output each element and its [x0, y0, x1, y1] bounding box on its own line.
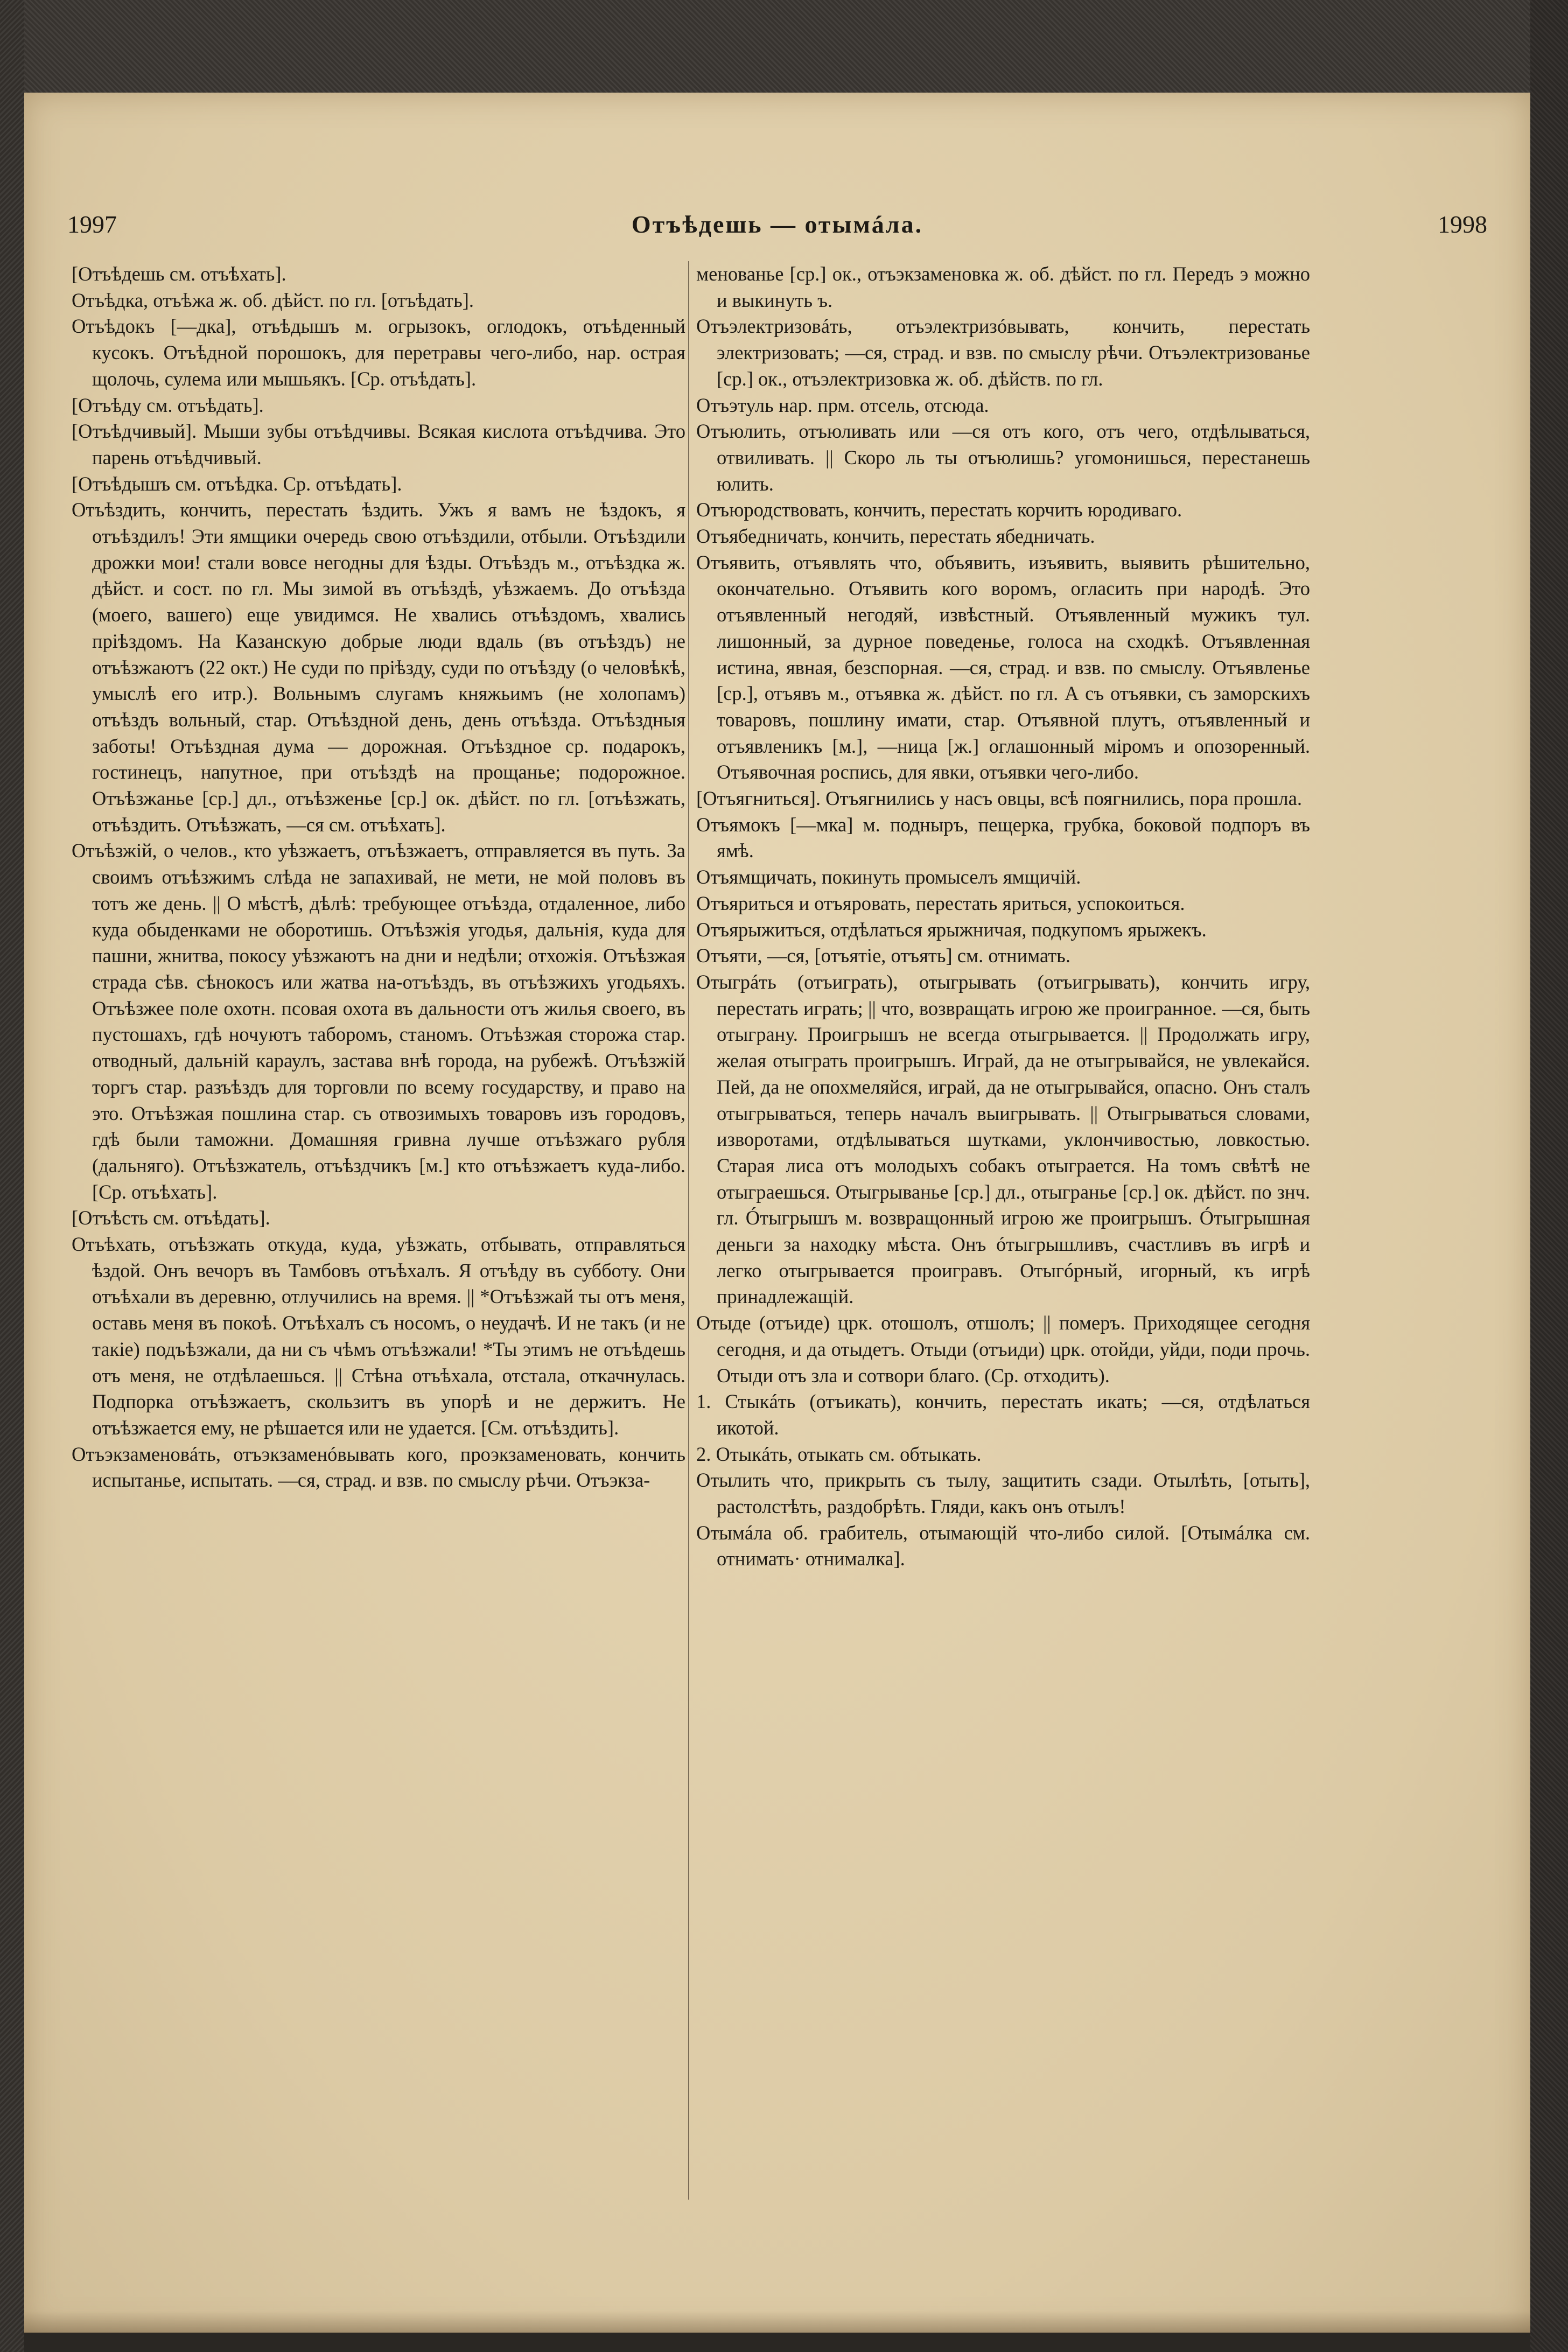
dictionary-entry: Отъюродствовать, кончить, перестать корчить юродиваго. [696, 499, 1182, 521]
book-binding-top [0, 0, 1568, 94]
dictionary-entry: Отъяриться и отъяровать, перестать яриться, успокоиться. [696, 892, 1185, 914]
dictionary-entry: Отъяти, —ся, [отъятіе, отъять] см. отнимать. [696, 944, 1070, 967]
dictionary-entry: Отымáла об. грабитель, отымающій что-либо силой. [Отымáлка см. отнимать· отнималка]. [696, 1521, 1310, 1570]
dictionary-entry: Отъѣдка, отъѣжа ж. об. дѣйст. по гл. [отъѣдать]. [72, 289, 474, 311]
right-column [696, 261, 1310, 1572]
dictionary-entry: 1. Стыкáть (отъикать), кончить, перестать икать; —ся, отдѣлаться икотой. [696, 1390, 1310, 1439]
dictionary-entry: Отылить что, прикрыть съ тылу, защитить сзади. Отылѣть, [отыть], растолстѣть, раздобрѣть. Гляди, какъ онъ отылъ! [696, 1469, 1310, 1518]
page-number-left: 1997 [67, 211, 117, 238]
dictionary-entry: Отыгрáть (отъиграть), отыгрывать (отъигрывать), кончить игру, перестать играть; || что, возвращать игрою же проигранное. —ся, быть отыграну. Проигрышъ не всегда отыгрывается. || Продолжать игру, желая отыграть проигрышъ. Играй, да не отыгрывайся, не увлекайся. Пей, да не опохмеляйся, играй, да не отыгрывайся, опасно. Онъ сталъ отыгрываться, теперь началъ выигрывать. || Отыгрываться словами, изворотами, отдѣлываться шутками, уклончивостью, ловкостью. Старая лиса отъ молодыхъ собакъ отыграется. На томъ свѣтѣ не отыграешься. Отыгрыванье [ср.] дл., отыгранье [ср.] ок. дѣйст. по знч. гл. Óтыгрышъ м. возвращонный игрою же проигрышъ. Óтыгрышная деньги за находку мѣста. Онъ óтыгрышливъ, счастливъ въ игрѣ и легко отыгрывается проигравъ. Отыгóрный, игорный, къ игрѣ принадлежащій. [696, 970, 1310, 1308]
dictionary-entry: [Отъѣсть см. отъѣдать]. [72, 1207, 270, 1229]
running-title: Отъѣдешь — отымáла. [631, 211, 923, 238]
dictionary-entry: Отъѣздить, кончить, перестать ѣздить. Ужъ я вамъ не ѣздокъ, я отъѣздилъ! Эти ямщики очередь свою отъѣздили, отбыли. Отъѣздили дрожки мои! стали вовсе негодны для ѣзды. Отъѣздъ м., отъѣздка ж. дѣйст. и сост. по гл. Мы зимой въ отъѣздѣ, уѣзжаемъ. До отъѣзда (моего, вашего) еще увидимся. Не хвались отъѣздомъ, хвались пріѣздомъ. На Казанскую добрые люди вдаль (въ отъѣздъ) не отъѣзжаютъ (22 окт.) Не суди по пріѣзду, суди по отъѣзду (о человѣкѣ, умыслѣ его итр.). Вольнымъ слугамъ княжьимъ (не холопамъ) отъѣздъ вольный, стар. Отъѣздной день, день отъѣзда. Отъѣздныя заботы! Отъѣздная дума — дорожная. Отъѣздное ср. подарокъ, гостинецъ, напутное, при отъѣздѣ на прощанье; подорожное. Отъѣзжанье [ср.] дл., отъѣзженье [ср.] ок. дѣйст. по гл. [отъѣзжать, отъѣздить. Отъѣзжать, —ся см. отъѣхать]. [72, 499, 685, 836]
dictionary-entry: Отъюлить, отъюливать или —ся отъ кого, отъ чего, отдѣлываться, отвиливать. || Скоро ль ты отъюлишь? угомонишься, перестанешь юлить. [696, 420, 1310, 495]
dictionary-entry: Отъэкзаменовáть, отъэкзаменóвывать кого, проэкзаменовать, кончить испытанье, испытать. —ся, страд. и взв. по смыслу рѣчи. Отъэкза- [72, 1443, 685, 1492]
dictionary-entry: Отъявить, отъявлять что, объявить, изъявить, выявить рѣшительно, окончательно. Отъявить кого воромъ, огласить при народѣ. Это отъявленный негодяй, извѣстный. Отъявленный мужикъ тул. лишонный, за дурное поведенье, голоса на сходкѣ. Отъявленная истина, явная, безспорная. —ся, страд. и взв. по смыслу. Отъявленье [ср.], отъявъ м., отъявка ж. дѣйст. по гл. А съ отъявки, съ заморскихъ товаровъ, пошлину имати, стар. Отъявной плутъ, отъявленный и отъявленикъ [м.], —ница [ж.] оглашонный міромъ и опозоренный. Отъявочная роспись, для явки, отъявки чего-либо. [696, 551, 1310, 783]
page-header [67, 210, 1487, 248]
dictionary-entry: Отъэлектризовáть, отъэлектризóвывать, кончить, перестать электризовать; —ся, страд. и взв. по смыслу рѣчи. Отъэлектризованье [ср.] ок., отъэлектризовка ж. об. дѣйств. по гл. [696, 315, 1310, 390]
left-column [72, 261, 685, 1494]
dictionary-entry: [Отъѣдешь см. отъѣхать]. [72, 263, 286, 285]
dictionary-entry: Отъямокъ [—мка] м. подныръ, пещерка, грубка, боковой подпоръ въ ямѣ. [696, 813, 1310, 862]
page-edge-shadow [24, 2311, 1530, 2333]
dictionary-entry: [Отъѣдышъ см. отъѣдка. Ср. отъѣдать]. [72, 472, 402, 495]
dictionary-page [24, 93, 1530, 2333]
dictionary-entry: [Отъѣдчивый]. Мыши зубы отъѣдчивы. Всякая кислота отъѣдчива. Это парень отъѣдчивый. [72, 420, 685, 468]
dictionary-entry: Отыде (отъиде) црк. отошолъ, отшолъ; || померъ. Приходящее сегодня сегодня, и да отыдетъ. Отыди (отъиди) црк. отойди, уйди, поди прочь. Отыди отъ зла и сотвори благо. (Ср. отходить). [696, 1312, 1310, 1387]
dictionary-entry: Отъѣхать, отъѣзжать откуда, куда, уѣзжать, отбывать, отправляться ѣздой. Онъ вечоръ въ Тамбовъ отъѣхалъ. Я отъѣду въ субботу. Они отъѣхали въ деревню, отлучились на время. || *Отъѣзжай ты отъ меня, оставь меня въ покоѣ. Отъѣхалъ съ носомъ, о неудачѣ. И не такъ (и не такіе) подъѣзжали, да ни съ чѣмъ отъѣзжали! *Ты этимъ не отъѣдешь отъ меня, не отдѣлаешься. || Стѣна отъѣхала, отстала, откачнулась. Подпорка отъѣзжаетъ, скользитъ въ упорѣ и не держитъ. Не отъѣзжается ему, не рѣшается или не удается. [См. отъѣздить]. [72, 1233, 685, 1439]
dictionary-entry: Отъэтуль нар. прм. отсель, отсюда. [696, 394, 989, 416]
dictionary-entry: Отъябедничать, кончить, перестать ябедничать. [696, 525, 1095, 548]
dictionary-entry: Отъярыжиться, отдѣлаться ярыжничая, подкупомъ ярыжекъ. [696, 918, 1207, 941]
dictionary-entry: [Отъягниться]. Отъягнились у насъ овцы, всѣ поягнились, пора прошла. [696, 787, 1302, 810]
dictionary-entry: Отъямщичать, покинуть промыселъ ямщичій. [696, 866, 1081, 888]
book-binding-right [1530, 0, 1568, 2352]
dictionary-entry: менованье [ср.] ок., отъэкзаменовка ж. об. дѣйст. по гл. Передъ э можно и выкинуть ъ. [696, 263, 1310, 311]
column-divider [688, 261, 689, 2200]
dictionary-entry: 2. Отыкáть, отыкать см. обтыкать. [696, 1443, 982, 1465]
book-binding-left [0, 0, 24, 2352]
dictionary-entry: [Отъѣду см. отъѣдать]. [72, 394, 264, 416]
dictionary-entry: Отъѣдокъ [—дка], отъѣдышъ м. огрызокъ, оглодокъ, отъѣденный кусокъ. Отъѣдной порошокъ, для перетравы чего-либо, нар. острая щолочь, сулема или мышьякъ. [Ср. отъѣдать]. [72, 315, 685, 390]
page-number-right: 1998 [1438, 211, 1487, 238]
dictionary-entry: Отъѣзжій, о челов., кто уѣзжаетъ, отъѣзжаетъ, отправляется въ путь. За своимъ отъѣзжимъ слѣда не запахивай, не мети, не мой половъ въ тотъ же день. || О мѣстѣ, дѣлѣ: требующее отъѣзда, отдаленное, либо куда обыденками не оборотишь. Отъѣзжія угодья, дальнія, куда для пашни, жнитва, покосу уѣзжаютъ на дни и недѣли; отхожія. Отъѣзжая страда сѣв. сѣнокосъ или жатва на-отъѣздъ, въ отъѣзжихъ угодьяхъ. Отъѣзжее поле охотн. псовая охота въ дальности отъ жилья своего, въ пустошахъ, гдѣ ночуютъ таборомъ, станомъ. Отъѣзжая сторожа стар. отводный, дальній караулъ, застава внѣ города, на рубежѣ. Отъѣзжій торгъ стар. разъѣздъ для торговли по всему государству, и право на это. Отъѣзжая пошлина стар. съ отвозимыхъ товаровъ изъ городовъ, гдѣ были таможни. Домашняя гривна лучше отъѣзжаго рубля (дальняго). Отъѣзжатель, отъѣздчикъ [м.] кто отъѣзжаетъ куда-либо. [Ср. отъѣхать]. [72, 839, 685, 1203]
